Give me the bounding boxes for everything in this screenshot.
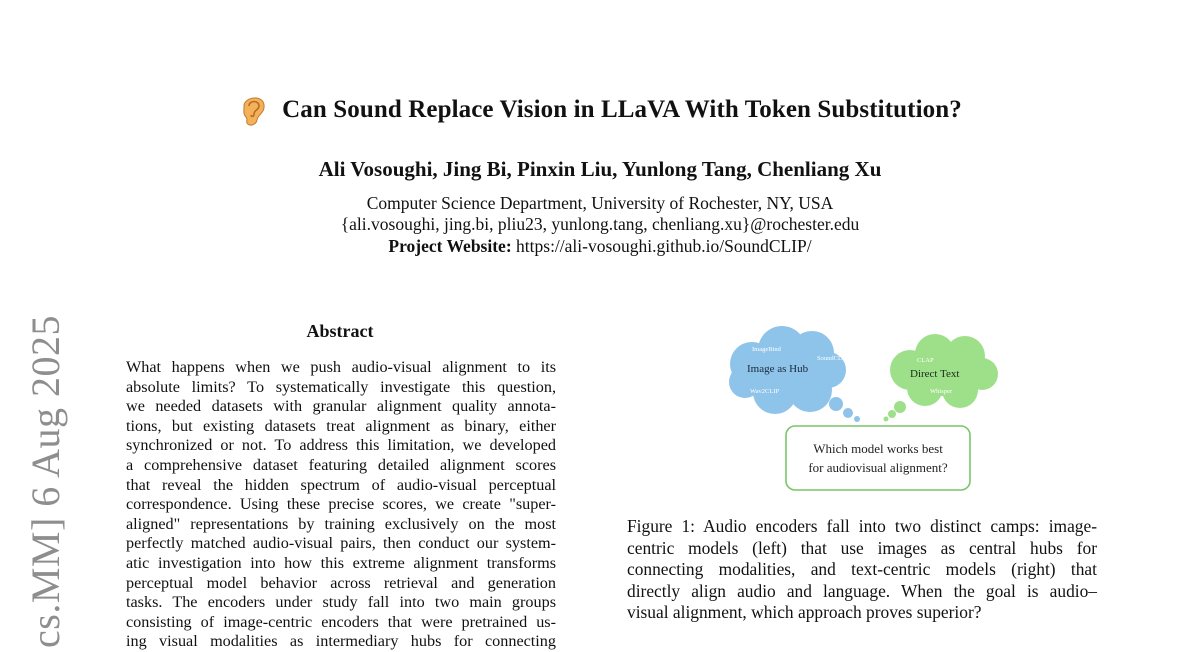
affiliation: Computer Science Department, University of Rochester, NY, USA: [366, 193, 834, 213]
project-website-link[interactable]: https://ali-vosoughi.github.io/SoundCLIP/: [516, 236, 812, 256]
abstract-line: a comprehensive dataset featuring detailed alignment scores: [126, 455, 556, 474]
left-model-1: ImageBind: [752, 346, 781, 353]
left-thought-cloud: [729, 326, 860, 422]
abstract-heading: Abstract: [306, 321, 374, 341]
right-model-2: Whisper: [930, 388, 953, 395]
abstract-line: ing visual modalities as intermediary hubs for connecting: [126, 632, 556, 651]
project-website-line: [0, 236, 1200, 257]
question-line-1: Which model works best: [813, 441, 943, 456]
right-model-1: CLAP: [917, 357, 934, 364]
abstract-line: perceptual model behavior across retrieval and generation: [126, 573, 556, 592]
question-box: [786, 426, 970, 490]
abstract-line: consisting of image-centric encoders that were pretrained us-: [126, 612, 556, 631]
caption-line: directly align audio and language. When the goal is audio–: [627, 580, 1097, 601]
left-model-2: SoundCLIP: [817, 355, 848, 362]
ear-icon: [238, 92, 268, 128]
abstract-line: correspondence. Using these precise scores, we create "super-: [126, 495, 556, 514]
abstract-line: tions, but existing datasets treat alignment as binary, either: [126, 416, 556, 435]
abstract-line: we needed datasets with granular alignment quality annota-: [126, 397, 556, 416]
caption-line: Figure 1: Audio encoders fall into two distinct camps: image-: [627, 516, 1097, 536]
paper-title: Can Sound Replace Vision in LLaVA With Token Substitution?: [282, 96, 962, 123]
abstract-line: that reveal the hidden spectrum of audio-visual perceptual: [126, 475, 556, 494]
abstract-line: perfectly matched audio-visual pairs, then conduct our system-: [126, 534, 556, 553]
question-line-2: for audiovisual alignment?: [808, 460, 948, 475]
abstract-line: absolute limits? To systematically investigate this question,: [126, 377, 556, 396]
abstract-line: aligned" representations by training exclusively on the most: [126, 514, 556, 533]
left-model-3: Wav2CLIP: [750, 388, 780, 395]
caption-line: visual alignment, which approach proves superior?: [627, 602, 982, 623]
abstract-line: synchronized or not. To address this limitation, we developed: [126, 436, 556, 455]
abstract-text: [126, 358, 556, 652]
right-cloud-label: Direct Text: [910, 368, 960, 380]
right-thought-cloud: [884, 334, 999, 422]
figure-1-caption: [627, 516, 1097, 624]
abstract-line: tasks. The encoders under study fall into two main groups: [126, 593, 556, 612]
caption-line: centric models (left) that use images as central hubs for: [627, 537, 1097, 558]
arxiv-identifier: cs.MM] 6 Aug 2025: [23, 315, 68, 648]
figure-1: [720, 320, 1020, 500]
abstract-line: What happens when we push audio-visual alignment to its: [126, 358, 556, 376]
caption-line: connecting modalities, and text-centric models (right) that: [627, 559, 1097, 580]
author-emails: {ali.vosoughi, jing.bi, pliu23, yunlong.tang, chenliang.xu}@rochester.edu: [340, 214, 860, 234]
left-cloud-label: Image as Hub: [747, 363, 809, 375]
abstract-line: atic investigation into how this extreme alignment transforms: [126, 553, 556, 572]
project-website-label: Project Website:: [388, 236, 512, 256]
title-row: [0, 92, 1200, 128]
author-list: Ali Vosoughi, Jing Bi, Pinxin Liu, Yunlong Tang, Chenliang Xu: [318, 157, 882, 181]
